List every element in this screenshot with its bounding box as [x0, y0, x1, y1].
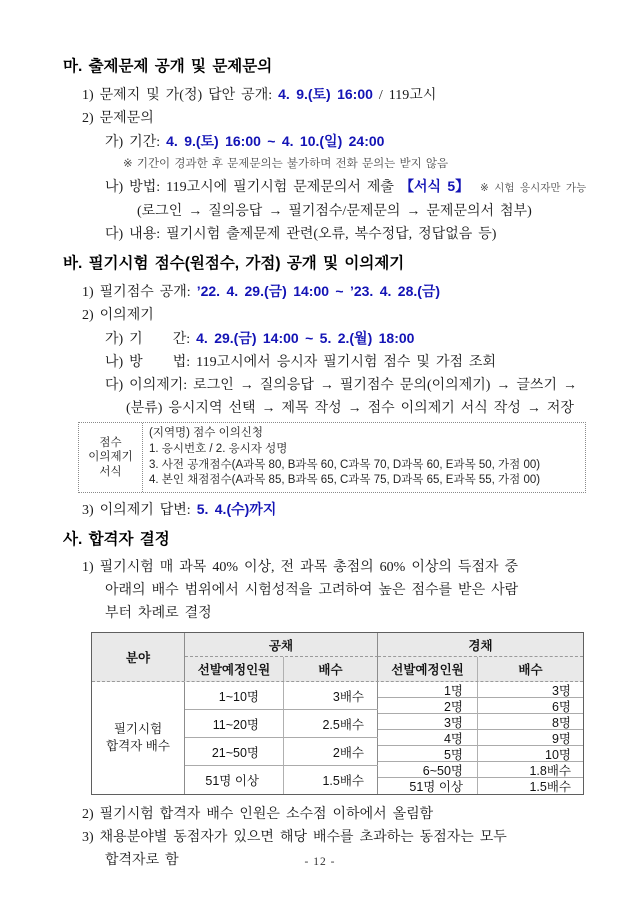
sa-item3-line1: 3) 채용분야별 동점자가 있으면 해당 배수를 초과하는 동점자는 모두: [82, 830, 507, 846]
sa-item1-line3: 부터 차례로 결정: [105, 606, 212, 622]
table-cell: 1명: [378, 682, 478, 698]
table-cell: 10명: [478, 746, 583, 762]
ma-ga: [63, 130, 610, 154]
header-gyeongchae-multiple: 배수: [518, 663, 543, 678]
table-cell: 4명: [378, 730, 478, 746]
table-cell: 51명 이상: [378, 778, 478, 794]
ma-na: [63, 175, 610, 200]
table-cell: 6명: [478, 698, 583, 714]
ma-item1-prefix: 1) 문제지 및 가(정) 답안 공개:: [82, 88, 279, 103]
section-ba-title: 바. 필기시험 점수(원점수, 가점) 공개 및 이의제기: [63, 255, 405, 272]
field-cell-line1: 필기시험: [113, 722, 163, 737]
objection-form-line4: 4. 본인 채점점수(A과목 85, B과목 65, C과목 75, D과목 65, E과목 55, 가점 00): [149, 474, 541, 487]
ba-ga: [63, 327, 610, 351]
section-sa-title: 사. 합격자 결정: [63, 531, 170, 549]
ma-ga-note: ※ 기간이 경과한 후 문제문의는 불가하며 전화 문의는 받지 않음: [123, 158, 449, 170]
header-gongchae: 공채: [185, 633, 378, 657]
table-cell: 3배수: [284, 682, 378, 710]
table-cell: 51명 이상: [185, 766, 284, 794]
objection-form-line3: 3. 사전 공개점수(A과목 80, B과목 60, C과목 70, D과목 60, E과목 50, 가점 00): [149, 458, 541, 471]
table-cell: 1.5배수: [529, 780, 571, 795]
ma-na-note: ※ 시험 응시자만 가능: [469, 182, 587, 194]
objection-form-label-line1: 점수: [99, 436, 122, 449]
table-cell: 5명: [378, 746, 478, 762]
section-ma-title: 마. 출제문제 공개 및 문제문의: [63, 58, 273, 75]
header-gongchae-planned: 선발예정인원: [185, 657, 284, 681]
table-cell: 1~10명: [185, 682, 284, 710]
gyeongchae-grid: [378, 682, 583, 794]
ma-item1-date: 4. 9.(토) 16:00: [278, 86, 373, 102]
ma-ga-prefix: 가) 기간:: [105, 135, 167, 150]
gongchae-grid: [185, 682, 378, 794]
ba-item2: 2) 이의제기: [82, 308, 154, 323]
ba-item3-prefix: 3) 이의제기 답변:: [82, 503, 197, 519]
ba-item1: [63, 280, 610, 304]
pass-multiplier-table: [91, 632, 584, 795]
table-cell: 3명: [378, 714, 478, 730]
table-cell: 3명: [478, 682, 583, 698]
ba-ga-date: 4. 29.(금) 14:00 ~ 5. 2.(월) 18:00: [196, 330, 415, 346]
sa-item1-line2: 아래의 배수 범위에서 시험성적을 고려하여 높은 점수를 받은 사람: [105, 583, 519, 599]
ma-na-continuation: (로그인 → 질의응답 → 필기점수/문제문의 → 문제문의서 첨부): [137, 204, 532, 219]
table-cell: 21~50명: [185, 738, 284, 766]
page-number: - 12 -: [304, 856, 336, 868]
header-gyeongchae: 경채: [378, 633, 583, 657]
ba-item1-date: ’22. 4. 29.(금) 14:00 ~ ’23. 4. 28.(금): [196, 283, 441, 299]
table-cell: 1.5배수: [322, 774, 364, 789]
ma-da: 다) 내용: 필기시험 출제문제 관련(오류, 복수정답, 정답없음 등): [105, 227, 497, 242]
header-field: 분야: [92, 633, 185, 681]
ma-item1: [63, 83, 610, 107]
sa-item2: 2) 필기시험 합격자 배수 인원은 소수점 이하에서 올림함: [82, 807, 434, 823]
ba-item3-date: 5. 4.(수)까지: [196, 501, 277, 518]
objection-form-label: [79, 423, 143, 492]
header-gyeongchae-planned: 선발예정인원: [378, 657, 478, 681]
ba-item3: [63, 498, 610, 522]
objection-form-box: [78, 422, 586, 493]
table-cell: 2.5배수: [284, 710, 378, 738]
table-body: [92, 682, 583, 794]
ma-item1-suffix: / 119고시: [372, 88, 437, 103]
table-header: [92, 633, 583, 682]
ba-ga-prefix: 가) 기 간:: [105, 332, 197, 347]
ba-na: 나) 방 법: 119고시에서 응시자 필기시험 점수 및 가점 조회: [105, 355, 497, 370]
table-cell: 6~50명: [378, 762, 478, 778]
sa-item1-line1: 1) 필기시험 매 과목 40% 이상, 전 과목 총점의 60% 이상의 득점자 중: [82, 560, 519, 576]
table-cell: 8명: [478, 714, 583, 730]
objection-form-line2: 1. 응시번호 / 2. 응시자 성명: [149, 442, 288, 455]
ma-na-form-ref: 【서식 5】: [399, 178, 470, 194]
table-cell: 2배수: [284, 738, 378, 766]
objection-form-label-line2: 이의제기: [88, 451, 133, 464]
field-cell: [92, 682, 185, 794]
header-gongchae-multiple: 배수: [284, 657, 378, 681]
ma-item2: 2) 문제문의: [82, 111, 154, 126]
objection-form-line1: (지역명) 점수 이의신청: [149, 427, 264, 439]
sa-item3-line2: 합격자로 함: [105, 853, 179, 869]
table-cell: 1.8배수: [478, 762, 583, 778]
ba-da-line2: (분류) 응시지역 선택 → 제목 작성 → 점수 이의제기 서식 작성 → 저장: [126, 401, 574, 416]
field-cell-line2: 합격자 배수: [106, 739, 170, 754]
table-cell: 11~20명: [185, 710, 284, 738]
ma-ga-date: 4. 9.(토) 16:00 ~ 4. 10.(일) 24:00: [166, 133, 385, 149]
ba-item1-prefix: 1) 필기점수 공개:: [82, 285, 197, 300]
table-cell: 9명: [478, 730, 583, 746]
objection-form-label-line3: 서식: [99, 465, 122, 478]
objection-form-content: [143, 423, 585, 492]
ma-na-prefix: 나) 방법: 119고시에 필기시험 문제문의서 제출: [105, 180, 400, 195]
table-cell: 2명: [378, 698, 478, 714]
ba-da-line1: 다) 이의제기: 로그인 → 질의응답 → 필기점수 문의(이의제기) → 글쓰기 →: [105, 378, 577, 393]
